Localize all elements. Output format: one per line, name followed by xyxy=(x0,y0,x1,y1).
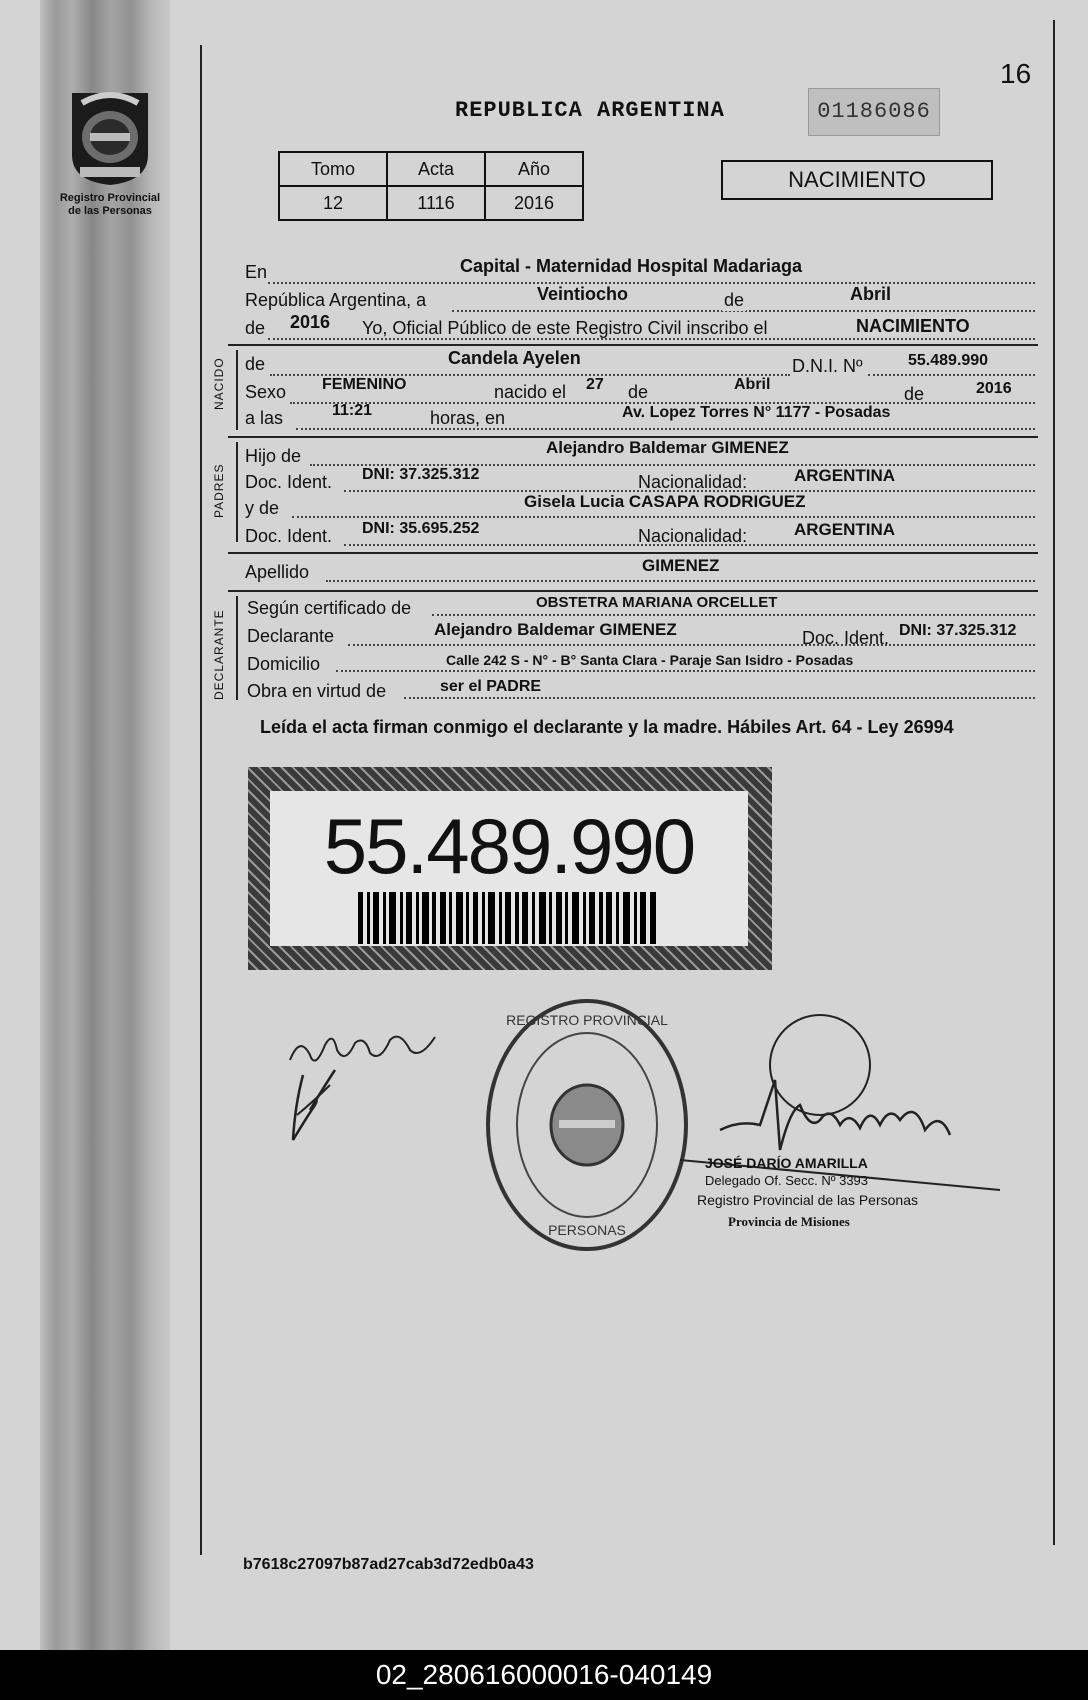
en-label: En xyxy=(245,262,268,282)
mother-name: Gisela Lucia CASAPA RODRIGUEZ xyxy=(524,492,806,511)
scan-edge-strip xyxy=(40,0,170,1650)
mother-nac-label: Nacionalidad: xyxy=(638,526,748,546)
dni-sticker-number: 55.489.990 xyxy=(323,802,695,890)
mother-nat: ARGENTINA xyxy=(794,520,896,539)
right-margin-rule xyxy=(1053,20,1055,1545)
nacido-section-label: NACIDO xyxy=(212,357,226,410)
mother-signature-icon xyxy=(285,1015,450,1155)
dotted-line xyxy=(404,697,1035,699)
record-table xyxy=(278,151,584,221)
record-type-box: NACIMIENTO xyxy=(721,160,993,200)
svg-text:REGISTRO PROVINCIAL: REGISTRO PROVINCIAL xyxy=(506,1012,668,1028)
republica-label: República Argentina, a xyxy=(245,290,427,310)
dotted-line xyxy=(432,614,1035,616)
official-seal-icon xyxy=(484,995,690,1255)
de-label: de xyxy=(904,384,925,404)
declarante-doc-label: Doc. Ident. xyxy=(802,628,890,648)
dni-sticker xyxy=(248,767,772,970)
child-dni: 55.489.990 xyxy=(908,352,989,369)
declarante-name: Alejandro Baldemar GIMENEZ xyxy=(434,620,677,639)
place-value: Capital - Maternidad Hospital Madariaga xyxy=(460,256,803,276)
official-province: Provincia de Misiones xyxy=(728,1214,850,1229)
dotted-line xyxy=(268,282,1035,284)
logo-caption xyxy=(45,192,175,218)
declarante-section-label: DECLARANTE xyxy=(212,609,226,700)
declarante-label: Declarante xyxy=(247,626,335,646)
official-name: JOSÉ DARÍO AMARILLA xyxy=(705,1155,868,1171)
obra-label: Obra en virtud de xyxy=(247,681,387,701)
dni-sticker-inner xyxy=(270,791,748,946)
province-seal-icon xyxy=(62,85,158,187)
closing-text: Leída el acta firman conmigo el declarante y la madre. Hábiles Art. 64 - Ley 26994 xyxy=(260,717,954,737)
birth-place: Av. Lopez Torres N° 1177 - Posadas xyxy=(622,404,891,421)
y-de-label: y de xyxy=(245,498,280,518)
footer-bar xyxy=(0,1650,1088,1700)
padres-section-label: PADRES xyxy=(212,463,226,518)
sexo-label: Sexo xyxy=(245,382,287,402)
cert-label: Según certificado de xyxy=(247,598,412,618)
page-title: REPUBLICA ARGENTINA xyxy=(455,98,725,123)
domicilio-label: Domicilio xyxy=(247,654,321,674)
de-year-label: de xyxy=(245,318,266,338)
oficial-text: Yo, Oficial Público de este Registro Civil inscribo el xyxy=(362,318,768,338)
dotted-line xyxy=(268,338,1035,340)
section-rule xyxy=(228,344,1038,346)
alas-label: a las xyxy=(245,408,284,428)
birth-time: 11:21 xyxy=(332,402,373,419)
nacido-de-label: de xyxy=(245,354,266,374)
nacido-el-label: nacido el xyxy=(494,382,567,402)
cert-value: OBSTETRA MARIANA ORCELLET xyxy=(536,594,778,611)
father-name: Alejandro Baldemar GIMENEZ xyxy=(546,438,789,457)
de-label: de xyxy=(628,382,649,402)
dotted-line xyxy=(348,644,1035,646)
hijo-de-label: Hijo de xyxy=(245,446,302,466)
dotted-line xyxy=(336,670,1035,672)
apellido-label: Apellido xyxy=(245,562,310,582)
dotted-line xyxy=(326,580,1035,582)
section-rule xyxy=(228,590,1038,592)
sexo-value: FEMENINO xyxy=(322,376,407,393)
barcode-icon xyxy=(358,892,658,944)
father-doc-label: Doc. Ident. xyxy=(245,472,333,492)
dotted-line xyxy=(344,544,1035,546)
declarante-doc: DNI: 37.325.312 xyxy=(899,622,1017,639)
col-anio: Año xyxy=(485,152,583,186)
dotted-line xyxy=(868,374,1035,376)
record-table-header xyxy=(279,152,583,186)
dni-label: D.N.I. Nº xyxy=(792,356,863,376)
serial-number: 01186086 xyxy=(808,88,940,136)
col-acta: Acta xyxy=(387,152,485,186)
month-value: Abril xyxy=(850,284,892,304)
birth-year: 2016 xyxy=(976,380,1012,397)
official-office: Registro Provincial de las Personas xyxy=(697,1192,918,1208)
de-label: de xyxy=(724,290,745,310)
domicilio-value: Calle 242 S - N° - B° Santa Clara - Paraje San Isidro - Posadas xyxy=(446,652,854,668)
horas-label: horas, en xyxy=(430,408,506,428)
section-rule xyxy=(228,552,1038,554)
father-doc: DNI: 37.325.312 xyxy=(362,466,480,483)
logo-caption-line2: de las Personas xyxy=(68,205,152,217)
section-bracket xyxy=(236,596,238,700)
svg-text:PERSONAS: PERSONAS xyxy=(548,1222,626,1238)
anio-value: 2016 xyxy=(485,186,583,220)
section-bracket xyxy=(236,442,238,542)
section-bracket xyxy=(236,350,238,430)
logo-caption-line1: Registro Provincial xyxy=(59,192,161,204)
father-nat: ARGENTINA xyxy=(794,466,896,485)
left-margin-rule xyxy=(200,45,202,1555)
birth-day: 27 xyxy=(586,376,604,393)
acta-value: 1116 xyxy=(387,186,485,220)
mother-doc: DNI: 35.695.252 xyxy=(362,520,480,537)
dotted-line xyxy=(296,428,1035,430)
apellido-value: GIMENEZ xyxy=(642,556,720,575)
tomo-value: 12 xyxy=(279,186,387,220)
official-role: Delegado Of. Secc. Nº 3393 xyxy=(705,1173,869,1188)
father-nac-label: Nacionalidad: xyxy=(638,472,748,492)
day-words-value: Veintiocho xyxy=(537,284,629,304)
inscribe-value: NACIMIENTO xyxy=(856,316,970,336)
document-hash: b7618c27097b87ad27cab3d72edb0a43 xyxy=(243,1556,534,1573)
year-value: 2016 xyxy=(290,312,331,332)
obra-value: ser el PADRE xyxy=(440,678,542,695)
child-name: Candela Ayelen xyxy=(448,348,581,368)
record-table-row xyxy=(279,186,583,220)
col-tomo: Tomo xyxy=(279,152,387,186)
dotted-line xyxy=(292,516,1035,518)
mother-doc-label: Doc. Ident. xyxy=(245,526,333,546)
page-number: 16 xyxy=(1000,58,1032,89)
birth-month: Abril xyxy=(734,376,771,393)
footer-id: 02_280616000016-040149 xyxy=(375,1659,713,1690)
